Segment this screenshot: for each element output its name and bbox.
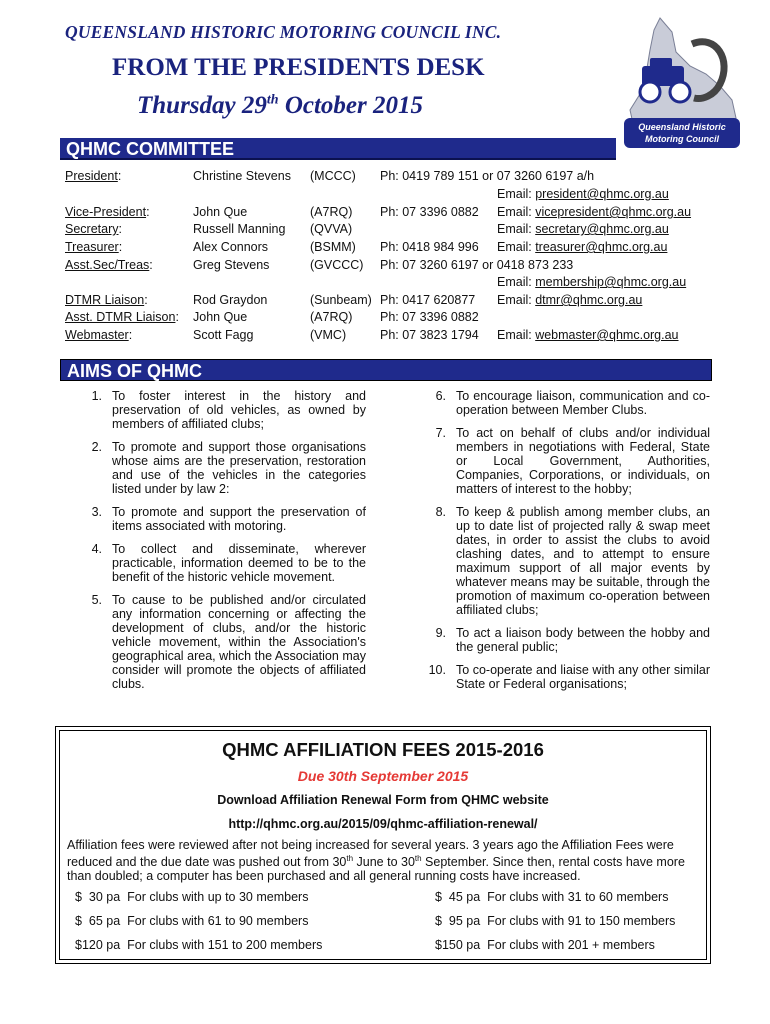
aim-item (424, 663, 710, 691)
member-email: Email: membership@qhmc.org.au (497, 275, 687, 289)
aim-text: To encourage liaison, communication and co-operation between Member Clubs. (456, 389, 710, 417)
aim-number: 6. (435, 389, 446, 403)
aim-text: To cause to be published and/or circulated any information concerning or affecting the development of clubs, and/or the historic vehicle movement, within the Association's geographical area, which the Association may consider will promote the objects of affiliated clubs. (112, 593, 366, 691)
committee-role: Asst. DTMR Liaison: (65, 310, 179, 324)
email-link[interactable]: vicepresident@qhmc.org.au (535, 205, 692, 219)
member-club: (BSMM) (310, 240, 356, 254)
fees-para-sup-1: th (346, 854, 354, 863)
member-phone: Ph: 07 3396 0882 (380, 310, 479, 324)
aim-item (80, 542, 366, 584)
email-link[interactable]: webmaster@qhmc.org.au (535, 328, 679, 342)
role-label: Asst. DTMR Liaison (65, 310, 176, 324)
member-club: (Sunbeam) (310, 293, 372, 307)
email-link[interactable]: president@qhmc.org.au (535, 187, 669, 201)
qhmc-logo (620, 14, 744, 148)
aim-text: To promote and support those organisations whose aims are the preservation, restoration and use of the vehicles in the categories listed under by law 2: (112, 440, 366, 496)
member-email: Email: vicepresident@qhmc.org.au (497, 205, 692, 219)
org-name: QUEENSLAND HISTORIC MOTORING COUNCIL INC. (65, 22, 502, 42)
member-club: (GVCCC) (310, 258, 364, 272)
aim-number: 8. (435, 505, 446, 519)
member-phone: Ph: 07 3396 0882 (380, 205, 479, 219)
member-name: Russell Manning (193, 222, 286, 236)
logo-text-2: Motoring Council (645, 134, 719, 144)
member-club: (MCCC) (310, 169, 356, 183)
committee-role: Webmaster: (65, 328, 133, 342)
fees-due-date: Due 30th September 2015 (297, 768, 469, 784)
member-email: Email: dtmr@qhmc.org.au (497, 293, 643, 307)
member-phone: Ph: 0419 789 151 or 07 3260 6197 a/h (380, 169, 595, 183)
email-link[interactable]: secretary@qhmc.org.au (535, 222, 669, 236)
aim-text: To collect and disseminate, wherever practicable, information deemed to be to the benefit of the historic vehicle movement. (112, 542, 366, 584)
aim-item (80, 389, 366, 431)
aim-text: To co-operate and liaise with any other similar State or Federal organisations; (456, 663, 710, 691)
aim-text: To act on behalf of clubs and/or individual members in negotiations with Federal, State or Local Government, Authorities, Companies, Corporations, or individuals, on matters of interest to the hobby; (456, 426, 710, 496)
role-label: Webmaster (65, 328, 129, 342)
logo-text-1: Queensland Historic (638, 122, 726, 132)
committee-role: Vice-President: (65, 205, 150, 219)
aim-item (424, 389, 710, 417)
fee-tier: $ 45 pa For clubs with 31 to 60 members (435, 890, 669, 904)
member-phone: Ph: 07 3823 1794 (380, 328, 479, 342)
role-label: DTMR Liaison (65, 293, 145, 307)
fee-tier: $120 pa For clubs with 151 to 200 members (75, 938, 323, 952)
email-link[interactable]: treasurer@qhmc.org.au (535, 240, 668, 254)
aims-right-column (424, 389, 710, 700)
aim-number: 2. (91, 440, 102, 454)
member-club: (QVVA) (310, 222, 353, 236)
fees-title: QHMC AFFILIATION FEES 2015-2016 (222, 739, 544, 760)
aims-left-column (80, 389, 366, 700)
aims-heading: AIMS OF QHMC (60, 359, 712, 381)
date-suffix: October 2015 (278, 92, 423, 119)
committee-role: Treasurer: (65, 240, 123, 254)
fee-tier: $ 30 pa For clubs with up to 30 members (75, 890, 309, 904)
fees-url-link[interactable]: http://qhmc.org.au/2015/09/qhmc-affiliation-renewal/ (228, 817, 538, 831)
fee-tier: $ 65 pa For clubs with 61 to 90 members (75, 914, 309, 928)
fees-para-1: Affiliation fees were reviewed after not being increased for several years. 3 years ago the Affiliation Fees were reduced and the due date was pushed out from 30 (67, 838, 674, 870)
aim-item (424, 626, 710, 654)
page-headline: FROM THE PRESIDENTS DESK (112, 54, 485, 81)
member-name: John Que (193, 205, 248, 219)
aim-number: 10. (428, 663, 446, 677)
aim-item (80, 593, 366, 691)
member-phone: Ph: 0418 984 996 (380, 240, 479, 254)
member-email: Email: webmaster@qhmc.org.au (497, 328, 679, 342)
aim-number: 1. (91, 389, 102, 403)
aim-text: To foster interest in the history and preservation of old vehicles, as owned by members of affiliated clubs; (112, 389, 366, 431)
fee-tier: $150 pa For clubs with 201 + members (435, 938, 655, 952)
member-name: Rod Graydon (193, 293, 268, 307)
committee-heading: QHMC COMMITTEE (60, 138, 616, 160)
member-club: (A7RQ) (310, 205, 353, 219)
aim-item (424, 505, 710, 617)
member-club: (A7RQ) (310, 310, 353, 324)
committee-role: President: (65, 169, 122, 183)
issue-date (137, 92, 423, 120)
member-name: John Que (193, 310, 248, 324)
member-name: Scott Fagg (193, 328, 254, 342)
role-label: Treasurer (65, 240, 119, 254)
fees-download-note: Download Affiliation Renewal Form from QHMC website (217, 793, 549, 807)
email-link[interactable]: membership@qhmc.org.au (535, 275, 687, 289)
aim-text: To promote and support the preservation of items associated with motoring. (112, 505, 366, 533)
role-label: President (65, 169, 118, 183)
member-name: Christine Stevens (193, 169, 291, 183)
committee-role: Secretary: (65, 222, 122, 236)
member-name: Alex Connors (193, 240, 269, 254)
aim-number: 9. (435, 626, 446, 640)
aim-text: To keep & publish among member clubs, an up to date list of projected rally & swap meet dates, in order to assist the clubs to avoid clashing dates, and to attempt to ensure maximum support of all major events by whatever means may be suitable, through the promotion of maximum co-operation between affiliated clubs; (456, 505, 710, 617)
member-email: Email: treasurer@qhmc.org.au (497, 240, 668, 254)
role-label: Asst.Sec/Treas (65, 258, 150, 272)
fees-inner-border (59, 730, 707, 960)
aim-number: 5. (91, 593, 102, 607)
aim-text: To act a liaison body between the hobby and the general public; (456, 626, 710, 654)
aim-number: 3. (91, 505, 102, 519)
fee-tier: $ 95 pa For clubs with 91 to 150 members (435, 914, 676, 928)
aim-item (80, 440, 366, 496)
date-prefix: Thursday 29 (137, 92, 267, 119)
committee-role: DTMR Liaison: (65, 293, 148, 307)
fees-paragraph (67, 838, 698, 883)
member-club: (VMC) (310, 328, 347, 342)
fees-para-sup-2: th (414, 854, 422, 863)
member-phone: Ph: 0417 620877 (380, 293, 476, 307)
role-label: Secretary (65, 222, 119, 236)
member-name: Greg Stevens (193, 258, 270, 272)
fees-para-3: September. Since then, rental costs have more than doubled; a computer has been purchased and all general running costs have increased. (67, 855, 685, 884)
role-label: Vice-President (65, 205, 147, 219)
member-phone: Ph: 07 3260 6197 or 0418 873 233 (380, 258, 574, 272)
email-link[interactable]: dtmr@qhmc.org.au (535, 293, 643, 307)
aim-item (80, 505, 366, 533)
fees-para-2: June to 30 (353, 855, 415, 870)
aim-item (424, 426, 710, 496)
fees-box (55, 726, 711, 964)
committee-role: Asst.Sec/Treas: (65, 258, 153, 272)
aim-number: 7. (435, 426, 446, 440)
member-email: Email: president@qhmc.org.au (497, 187, 669, 201)
date-sup: th (266, 92, 279, 108)
member-email: Email: secretary@qhmc.org.au (497, 222, 669, 236)
aim-number: 4. (91, 542, 102, 556)
